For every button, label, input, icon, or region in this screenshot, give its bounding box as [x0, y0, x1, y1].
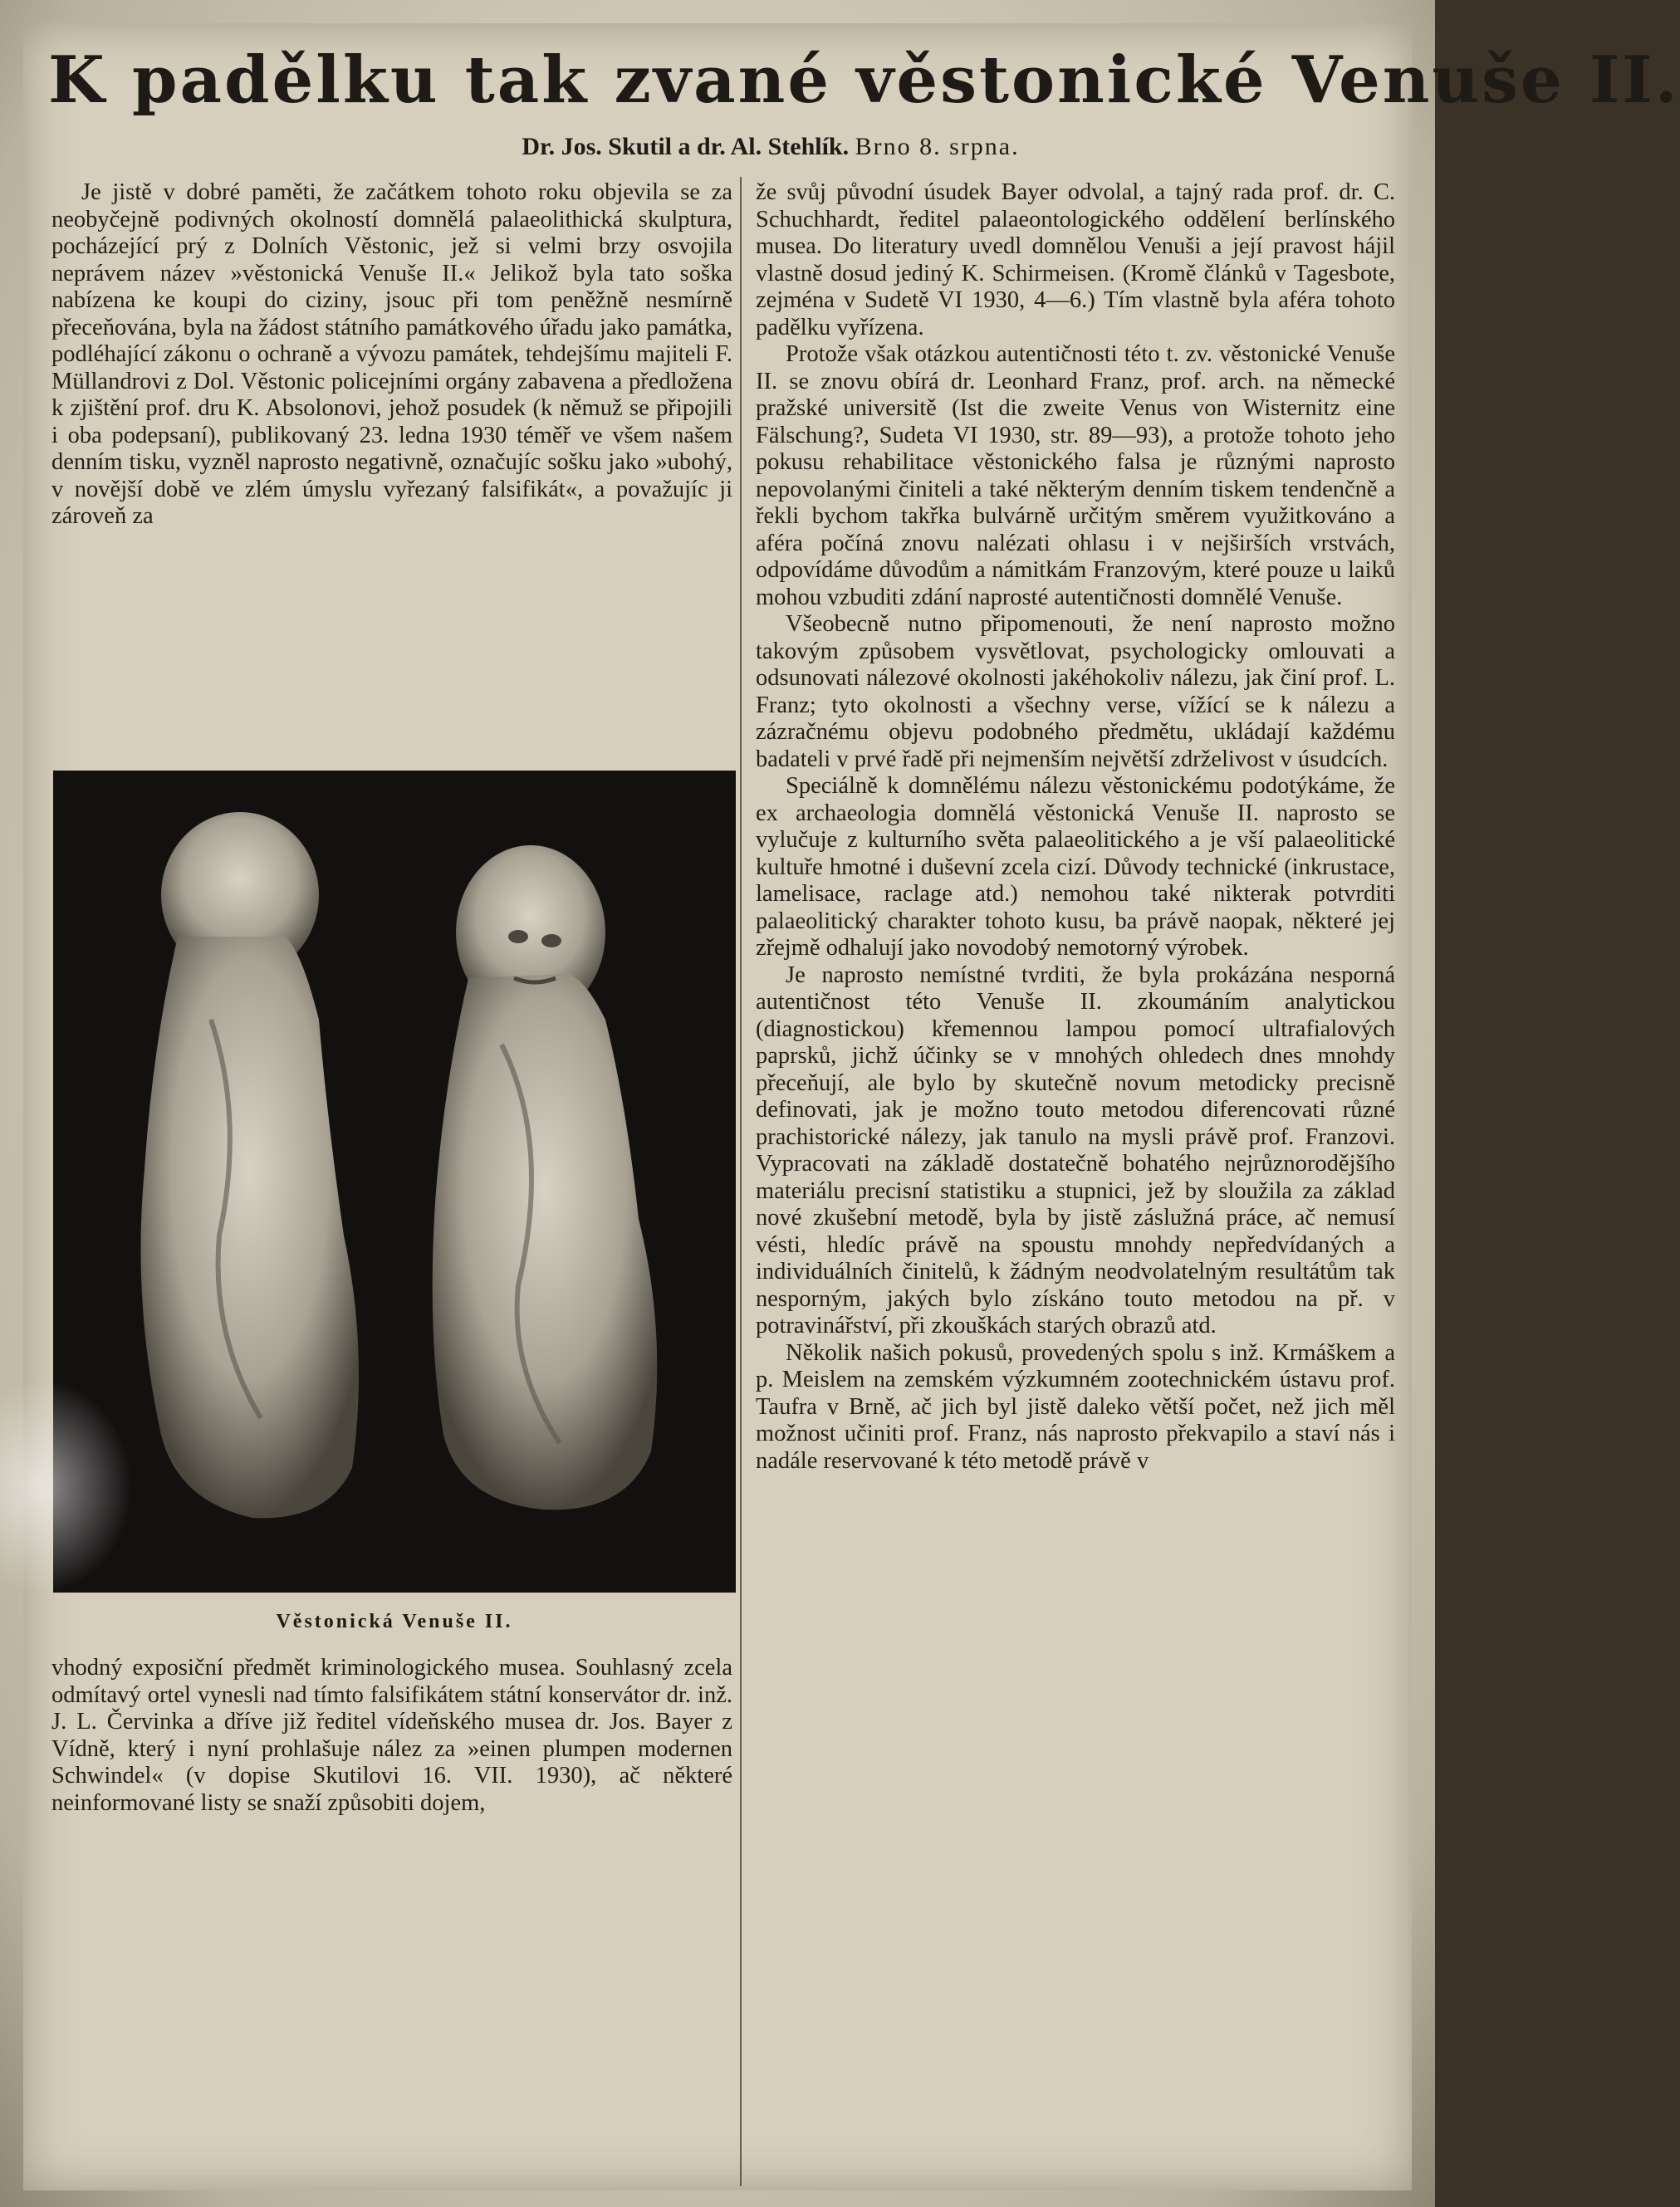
- left-column-top: [51, 179, 732, 761]
- paragraph: vhodný exposiční předmět kriminologického musea. Souhlasný zcela odmítavý ortel vynesli nad tímto falsifikátem státní konservátor dr. inž. J. L. Červinka a dříve již ředitel vídeňského musea dr. Jos. Bayer z Vídně, který i nyní prohlašuje nález za »einen plumpen modernen Schwindel« (v dopise Skutilovi 16. VII. 1930), ač některé neinformované listy se snaží způsobiti dojem,: [51, 1655, 732, 1816]
- paragraph: Je naprosto nemístné tvrditi, že byla prokázána nesporná autentičnost této Venuše II. zkoumáním analytickou (diagnostickou) křemennou lampou pomocí ultrafialových paprsků, jichž účinky se v mnohých ohledech dnes mnohdy přeceňují, ale bylo by skutečně novum metodicky precisně definovati, jak je možno touto metodou diferencovati různé prachistorické nálezy, jak tanulo na mysli právě prof. Franzovi. Vypracovati na základě dostatečně bohatého nejrůznorodějšího materiálu precisní statistiku a stupnici, jež by sloužila za základ nové zkušební metodě, byla by jistě záslužná práce, ač nemusí vésti, hledíc právě na spoustu mnohdy nepředvídaných a individuálních činitelů, k žádným neodvolatelným resultátům tak nesporným, jakých bylo získáno touto metodou na př. v potravinářství, při zkouškách starých obrazů atd.: [756, 962, 1395, 1338]
- paragraph: Speciálně k domnělému nálezu věstonickému podotýkáme, že ex archaeologia domnělá věstonická Venuše II. naprosto se vylučuje z kulturního světa palaeolitického a je vší palaeolitické kultuře hmotné i duševní zcela cizí. Důvody technické (inkrustace, lamelisace, raclage atd.) nemohou také nikterak potvrditi palaeolitický charakter tohoto kusu, ba právě naopak, některé jej zřejmě odhalují jako novodobý nemotorný výrobek.: [756, 773, 1395, 961]
- paragraph: Několik našich pokusů, provedených spolu s inž. Krmáškem a p. Meislem na zemském výzkumném zootechnickém ústavu prof. Taufra v Brně, ač jich byl jistě daleko větší počet, než jich měl možnost učiniti prof. Franz, nás naprosto překvapilo a staví nás i nadále reservované k této metodě právě v: [756, 1339, 1395, 1474]
- byline-authors: Dr. Jos. Skutil a dr. Al. Stehlík.: [522, 133, 850, 160]
- article-headline: K padělku tak zvané věstonické Venuše II.: [48, 42, 1680, 118]
- left-column-bottom: [51, 1655, 732, 2186]
- column-rule: [740, 177, 742, 2186]
- paragraph: Všeobecně nutno připomenouti, že není naprosto možno takovým způsobem vysvětlovat, psychologicky omlouvati a odsunovati nálezové okolnosti jakéhokoliv nálezu, jak činí prof. L. Franz; tyto okolnosti a všechny verse, vížící se k nálezu a zázračnému objevu podobného předmětu, ukládají každému badateli v prvé řadě při nejmenším největší zdrželivost v úsudcích.: [756, 611, 1395, 772]
- newspaper-clipping: [23, 23, 1680, 2190]
- paragraph: že svůj původní úsudek Bayer odvolal, a tajný rada prof. dr. C. Schuchhardt, ředitel palaeontologického oddělení berlínského musea. Do literatury uvedl domnělou Venuši a její pravost hájil vlastně dosud jediný K. Schirmeisen. (Kromě článků v Tagesbote, zejména v Sudetě VI 1930, 4—6.) Tím vlastně byla aféra tohoto padělku vyřízena.: [756, 179, 1395, 340]
- venus-photo: [53, 771, 736, 1593]
- paragraph: Protože však otázkou autentičnosti této t. zv. věstonické Venuše II. se znovu obírá dr. Leonhard Franz, prof. arch. na německé pražské universitě (Ist die zweite Venus von Wisternitz eine Fälschung?, Sudeta VI 1930, str. 89—93), a protože tohoto jeho pokusu rehabilitace věstonického falsa je různými naprosto nepovolanými činiteli a také některým denním tiskem tendenčně a řekli bychom takřka bulvárně určitým směrem využitkováno a aféra počíná znovu nalézati ohlasu i v nejširších vrstvách, odpovídáme důvodům a námitkám Franzovým, které pouze u laiků mohou vzbuditi zdání naprosté autentičnosti domnělé Venuše.: [756, 341, 1395, 610]
- byline-place: Brno 8. srpna.: [855, 133, 1020, 160]
- photo-caption: Věstonická Venuše II.: [276, 1611, 513, 1632]
- article-byline: [189, 133, 1352, 161]
- right-column: [756, 179, 1395, 2185]
- paragraph: Je jistě v dobré paměti, že začátkem tohoto roku objevila se za neobyčejně podivných okolností domnělá palaeolithická skulptura, pocházející prý z Dolních Věstonic, jež si velmi brzy osvojila neprávem název »věstonická Venuše II.« Jelikož byla tato soška nabízena ke koupi do ciziny, jsouc při tom peněžně nesmírně přeceňována, byla na žádost státního památkového úřadu jako památka, podléhající zákonu o ochraně a vývozu památek, tehdejšímu majiteli F. Müllandrovi z Dol. Věstonic policejními orgány zabavena a předložena k zjištění prof. dru K. Absolonovi, jehož posudek (k němuž se připojili i oba podepsaní), publikovaný 23. ledna 1930 téměř ve všem našem denním tisku, vyzněl naprosto negativně, označujíc sošku jako »ubohý, v novější době ve zlém úmyslu vyřezaný falsifikát«, a považujíc ji zároveň za: [51, 179, 732, 529]
